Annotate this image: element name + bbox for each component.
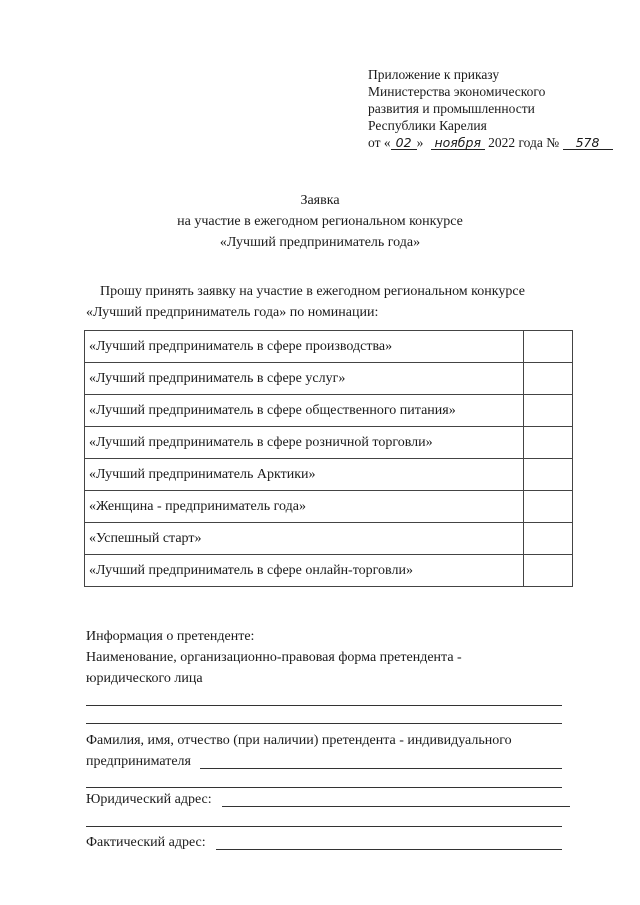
table-row: [85, 395, 573, 427]
date-prefix: от «: [368, 135, 391, 150]
legal-address-field-line-1[interactable]: [222, 806, 570, 807]
legal-name-label-2: юридического лица: [86, 671, 203, 686]
table-row: [85, 331, 573, 363]
table-row: [85, 491, 573, 523]
nomination-label: «Успешный старт»: [85, 523, 524, 555]
nomination-checkbox[interactable]: [524, 523, 573, 555]
legal-name-field-line-1[interactable]: [86, 705, 562, 706]
table-row: [85, 427, 573, 459]
intro-paragraph: [86, 281, 586, 323]
nomination-label: «Лучший предприниматель в сфере производства»: [85, 331, 524, 363]
nomination-label: «Женщина - предприниматель года»: [85, 491, 524, 523]
nomination-label: «Лучший предприниматель в сфере услуг»: [85, 363, 524, 395]
nomination-label: «Лучший предприниматель в сфере общественного питания»: [85, 395, 524, 427]
applicant-info: [86, 626, 576, 689]
nominations-table: [84, 330, 573, 587]
table-row: [85, 363, 573, 395]
actual-address-field-line[interactable]: [216, 849, 562, 850]
header-line-2: Министерства экономического: [368, 84, 546, 99]
nomination-label: «Лучший предприниматель в сфере онлайн-торговли»: [85, 555, 524, 587]
nomination-checkbox[interactable]: [524, 555, 573, 587]
application-title: [0, 190, 640, 253]
order-date-line: [368, 134, 628, 151]
day-suffix: »: [416, 135, 424, 150]
individual-label-2: предпринимателя: [86, 754, 191, 769]
legal-name-field-line-2[interactable]: [86, 723, 562, 724]
nomination-checkbox[interactable]: [524, 395, 573, 427]
legal-address-field-line-2[interactable]: [86, 826, 562, 827]
nomination-checkbox[interactable]: [524, 459, 573, 491]
nomination-checkbox[interactable]: [524, 491, 573, 523]
nomination-label: «Лучший предприниматель Арктики»: [85, 459, 524, 491]
intro-line-1: Прошу принять заявку на участие в ежегодном региональном конкурсе: [100, 284, 525, 299]
individual-label-1: Фамилия, имя, отчество (при наличии) претендента - индивидуального: [86, 733, 512, 748]
nomination-checkbox[interactable]: [524, 363, 573, 395]
table-row: [85, 555, 573, 587]
intro-line-2: «Лучший предприниматель года» по номинации:: [86, 305, 379, 320]
table-row: [85, 523, 573, 555]
title-line-1: Заявка: [300, 193, 340, 208]
nomination-checkbox[interactable]: [524, 331, 573, 363]
handwritten-day: 02: [391, 136, 417, 150]
nomination-checkbox[interactable]: [524, 427, 573, 459]
handwritten-order-number: 578: [563, 136, 613, 150]
info-heading: Информация о претенденте:: [86, 629, 255, 644]
actual-address-label: Фактический адрес:: [86, 835, 206, 850]
title-line-2: на участие в ежегодном региональном конкурсе: [177, 214, 463, 229]
individual-name-field-line-1[interactable]: [200, 768, 562, 769]
order-appendix-header: [368, 66, 628, 151]
handwritten-month: ноября: [431, 136, 485, 150]
year-text: 2022 года №: [488, 135, 560, 150]
nomination-label: «Лучший предприниматель в сфере розничной торговли»: [85, 427, 524, 459]
legal-address-label: Юридический адрес:: [86, 792, 212, 807]
table-row: [85, 459, 573, 491]
legal-name-label-1: Наименование, организационно-правовая форма претендента -: [86, 650, 462, 665]
individual-name-field-line-2[interactable]: [86, 787, 562, 788]
header-line-4: Республики Карелия: [368, 118, 487, 133]
header-line-3: развития и промышленности: [368, 101, 535, 116]
title-line-3: «Лучший предприниматель года»: [219, 235, 421, 250]
header-line-1: Приложение к приказу: [368, 67, 500, 82]
